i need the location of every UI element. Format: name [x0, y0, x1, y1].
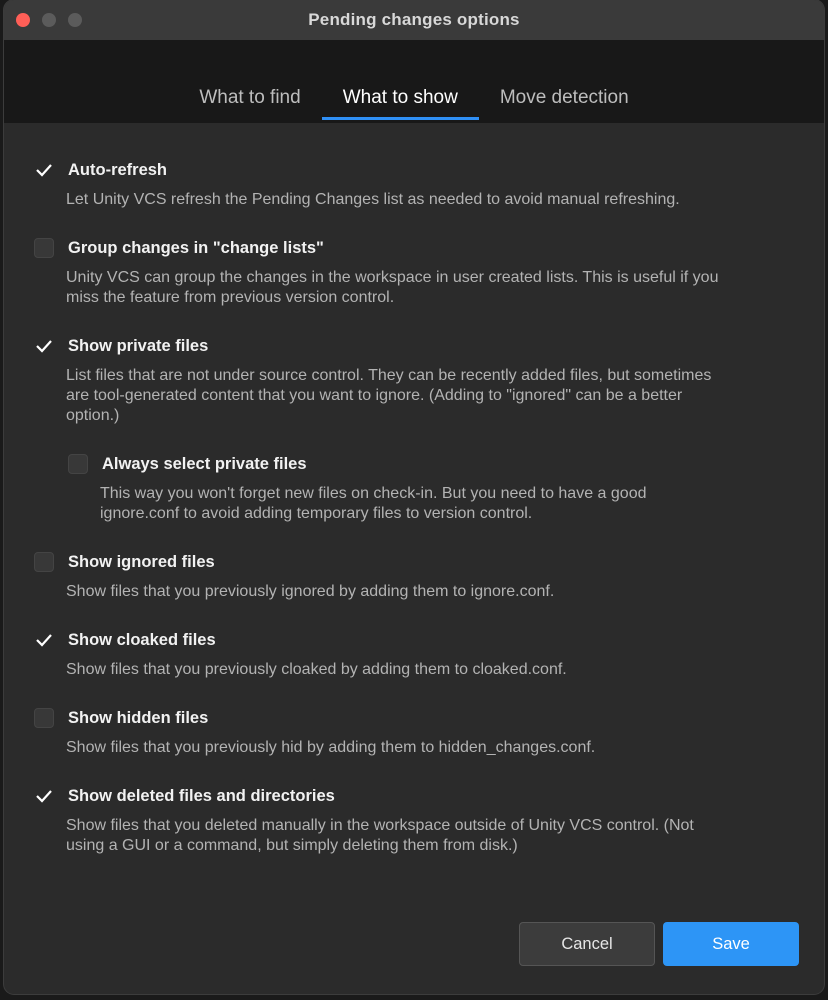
show-cloaked-files-checkbox[interactable]: [34, 630, 54, 650]
option-group-changes: [34, 238, 796, 308]
option-show-ignored-files: [34, 552, 796, 602]
option-show-cloaked-files: [34, 630, 796, 680]
window-controls: [16, 13, 82, 27]
group-changes-description: Unity VCS can group the changes in the workspace in user created lists. This is useful if you miss the feature from previous version control.: [66, 269, 719, 306]
group-changes-checkbox[interactable]: [34, 238, 54, 258]
group-changes-label: Group changes in "change lists": [68, 238, 324, 257]
option-show-hidden-files: [34, 708, 796, 758]
show-private-files-label: Show private files: [68, 336, 209, 355]
tab-what-to-show[interactable]: What to show: [322, 83, 479, 119]
show-deleted-files-description: Show files that you deleted manually in the workspace outside of Unity VCS control. (Not using a GUI or a command, but simply deleting them from disk.): [66, 817, 694, 854]
show-private-files-description: List files that are not under source control. They can be recently added files, but sometimes are tool-generated content that you want to ignore. (Adding to "ignored" can be a better option.): [66, 367, 712, 424]
checkmark-icon: [35, 339, 53, 353]
option-show-deleted-files: [34, 786, 796, 856]
dialog-buttons: [519, 922, 799, 966]
window-title: Pending changes options: [308, 10, 520, 29]
show-hidden-files-checkbox[interactable]: [34, 708, 54, 728]
checkmark-icon: [35, 789, 53, 803]
option-auto-refresh: [34, 160, 796, 210]
show-cloaked-files-description: Show files that you previously cloaked by adding them to cloaked.conf.: [66, 661, 567, 678]
show-hidden-files-label: Show hidden files: [68, 708, 209, 727]
show-deleted-files-checkbox[interactable]: [34, 786, 54, 806]
show-private-files-checkbox[interactable]: [34, 336, 54, 356]
show-deleted-files-label: Show deleted files and directories: [68, 786, 335, 805]
tab-move-detection[interactable]: Move detection: [499, 87, 629, 108]
always-select-private-files-description: This way you won't forget new files on check-in. But you need to have a good ignore.conf to avoid adding temporary files to version control.: [100, 485, 647, 522]
always-select-private-files-checkbox[interactable]: [68, 454, 88, 474]
checkmark-icon: [35, 633, 53, 647]
title-bar: [4, 0, 824, 40]
show-cloaked-files-label: Show cloaked files: [68, 630, 216, 649]
show-ignored-files-label: Show ignored files: [68, 552, 215, 571]
auto-refresh-checkbox[interactable]: [34, 160, 54, 180]
minimize-window-button[interactable]: [42, 13, 56, 27]
always-select-private-files-label: Always select private files: [102, 454, 307, 473]
option-show-private-files: [34, 336, 796, 426]
checkmark-icon: [35, 163, 53, 177]
show-ignored-files-checkbox[interactable]: [34, 552, 54, 572]
option-always-select-private-files: [68, 454, 790, 524]
auto-refresh-description: Let Unity VCS refresh the Pending Changes list as needed to avoid manual refreshing.: [66, 191, 680, 208]
tab-what-to-find[interactable]: What to find: [199, 87, 301, 108]
pending-changes-options-window: [4, 0, 824, 994]
maximize-window-button[interactable]: [68, 13, 82, 27]
show-ignored-files-description: Show files that you previously ignored by adding them to ignore.conf.: [66, 583, 555, 600]
cancel-button[interactable]: Cancel: [519, 922, 655, 966]
close-window-button[interactable]: [16, 13, 30, 27]
save-button[interactable]: Save: [663, 922, 799, 966]
auto-refresh-label: Auto-refresh: [68, 160, 168, 179]
tab-bar: [4, 40, 824, 123]
show-hidden-files-description: Show files that you previously hid by adding them to hidden_changes.conf.: [66, 739, 596, 756]
